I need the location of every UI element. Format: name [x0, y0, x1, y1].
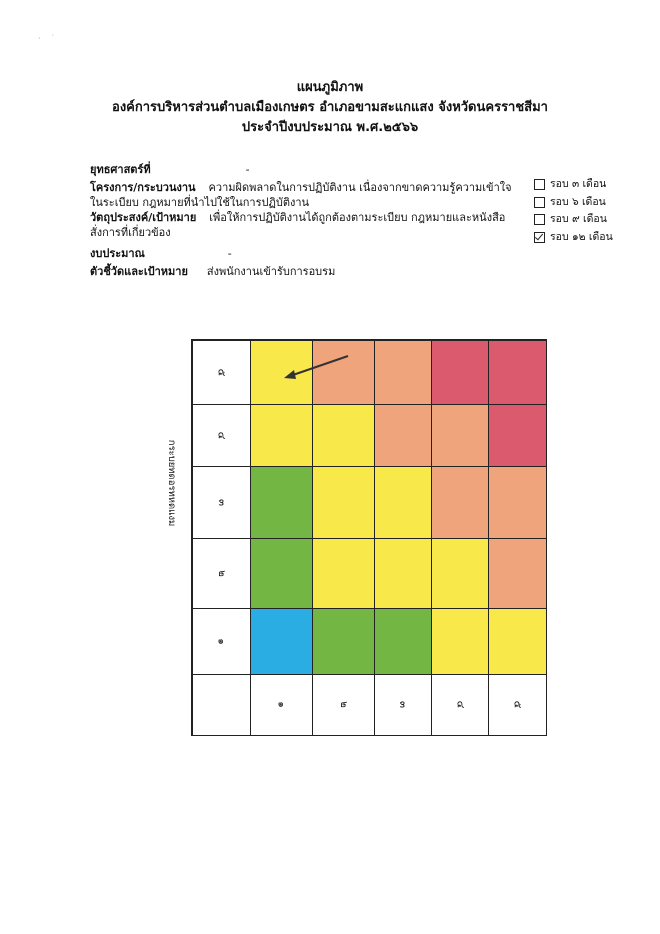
title-chart: แผนภูมิภาพ — [296, 80, 364, 95]
project-value-1: ความผิดพลาดในการปฏิบัติงาน เนื่องจากขาดความรู้ความเข้าใจ — [208, 181, 512, 194]
period-label: รอบ ๖ เดือน — [550, 195, 606, 208]
matrix-cell-yellow — [488, 608, 547, 675]
matrix-cell-red — [488, 340, 547, 405]
info-section — [90, 162, 520, 279]
row-label-text: ๔ — [215, 431, 227, 439]
objective-value-1: เพื่อให้การปฏิบัติงานได้ถูกต้องตามระเบียบ กฎหมายและหนังสือ — [209, 211, 506, 224]
col-label — [488, 674, 547, 736]
checkbox-9-months[interactable] — [534, 214, 545, 225]
checkbox-3-months[interactable] — [534, 179, 545, 190]
matrix-cell-green — [374, 608, 432, 675]
col-label-text: ๒ — [337, 701, 349, 708]
objective-row-cont — [90, 225, 520, 240]
col-label-text: ๑ — [275, 701, 287, 708]
matrix-cell-green — [312, 608, 375, 675]
row-label-text: ๑ — [215, 637, 227, 645]
period-12-months[interactable] — [534, 229, 613, 247]
matrix-cell-yellow — [431, 538, 489, 609]
matrix-cell-yellow — [374, 466, 432, 539]
row-label-text: ๕ — [215, 368, 227, 376]
col-label-text: ๓ — [397, 701, 408, 708]
matrix-cell-green — [250, 538, 313, 609]
title-fiscal-year: ประจำปีงบประมาณ พ.ศ.๒๕๖๖ — [241, 120, 419, 135]
budget-row — [90, 246, 520, 261]
budget-label: งบประมาณ — [90, 247, 145, 260]
row-label — [192, 466, 251, 539]
project-value-2: ในระเบียบ กฎหมายที่นำไปใช้ในการปฏิบัติงาน — [90, 196, 310, 209]
objective-label: วัตถุประสงค์/เป้าหมาย — [90, 211, 197, 224]
period-9-months[interactable] — [534, 211, 613, 229]
row-label-text: ๒ — [215, 569, 227, 577]
document-header — [0, 78, 660, 138]
indicator-row — [90, 264, 520, 279]
indicator-label: ตัวชี้วัดและเป้าหมาย — [90, 265, 188, 278]
period-label: รอบ ๙ เดือน — [550, 213, 607, 225]
title-organization: องค์การบริหารส่วนตำบลเมืองเกษตร อำเภอขามสะแกแสง จังหวัดนครราชสีมา — [112, 100, 548, 115]
row-label — [192, 538, 251, 609]
objective-value-2: สั่งการที่เกี่ยวข้อง — [90, 226, 171, 239]
matrix-cell-orange — [488, 466, 547, 539]
period-6-months[interactable] — [534, 194, 613, 212]
corner-cell — [192, 674, 251, 736]
matrix-cell-red — [488, 404, 547, 467]
matrix-cell-green — [250, 466, 313, 539]
checkbox-12-months[interactable] — [534, 232, 545, 243]
strategy-value: - — [245, 163, 250, 176]
period-label: รอบ ๑๒ เดือน — [550, 230, 613, 243]
objective-row — [90, 210, 520, 225]
matrix-cell-orange — [431, 404, 489, 467]
matrix-cell-yellow — [312, 466, 375, 539]
col-label — [312, 674, 375, 736]
period-label: รอบ ๓ เดือน — [550, 178, 607, 190]
matrix-cell-yellow — [250, 404, 313, 467]
matrix-cell-orange — [488, 538, 547, 609]
row-label-text: ๓ — [215, 498, 227, 506]
col-label-text: ๕ — [511, 700, 523, 709]
col-label-text: ๔ — [453, 700, 465, 709]
matrix-cell-blue — [250, 608, 313, 675]
project-row — [90, 180, 520, 195]
strategy-row — [90, 162, 520, 177]
period-checklist — [534, 176, 613, 246]
row-label — [192, 404, 251, 467]
col-label — [250, 674, 313, 736]
risk-matrix — [191, 339, 547, 736]
period-3-months[interactable] — [534, 176, 613, 194]
matrix-cell-orange — [431, 466, 489, 539]
matrix-cell-orange — [374, 340, 432, 405]
project-row-cont — [90, 195, 520, 210]
matrix-cell-orange — [374, 404, 432, 467]
budget-value: - — [227, 247, 232, 260]
checkbox-6-months[interactable] — [534, 197, 545, 208]
strategy-label: ยุทธศาสตร์ที่ — [90, 163, 151, 176]
matrix-cell-yellow — [312, 404, 375, 467]
row-label — [192, 340, 251, 405]
col-label — [431, 674, 489, 736]
arrow-icon — [280, 352, 352, 382]
y-axis-label: กระบยทดอรทหดแงม — [166, 439, 177, 527]
matrix-cell-yellow — [312, 538, 375, 609]
matrix-cell-red — [431, 340, 489, 405]
matrix-cell-yellow — [374, 538, 432, 609]
matrix-cell-yellow — [431, 608, 489, 675]
indicator-value: ส่งพนักงานเข้ารับการอบรม — [206, 265, 336, 278]
row-label — [192, 608, 251, 675]
col-label — [374, 674, 432, 736]
project-label: โครงการ/กระบวนงาน — [90, 181, 196, 194]
scan-specks: · ˙ — [38, 34, 55, 43]
